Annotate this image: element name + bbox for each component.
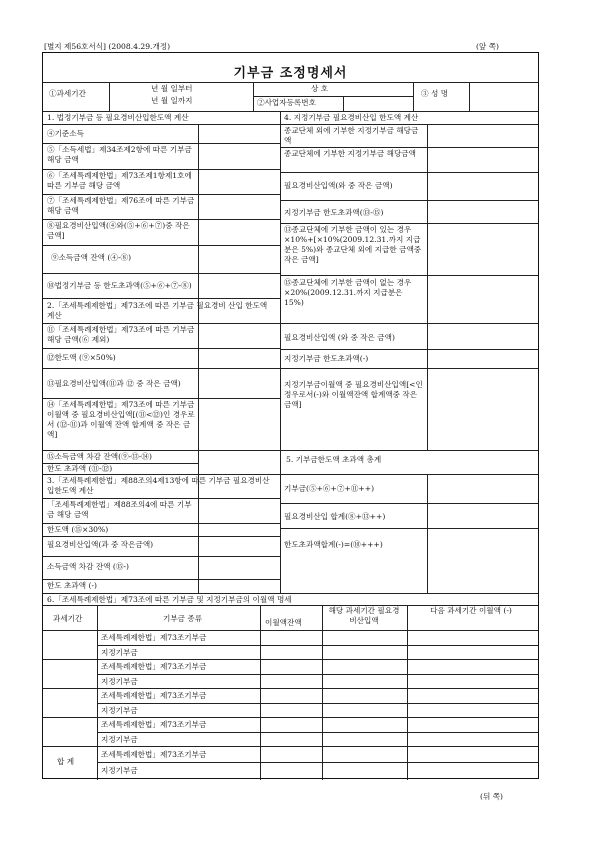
period-to: 년 월 일까지 [151, 96, 193, 105]
sec6-h-carry: 이월액잔액 [265, 618, 302, 627]
sec4-rc: 필요경비산입액(와 중 작은 금액) [284, 181, 393, 190]
sec6-row2-b: 지정기부금 [101, 677, 138, 686]
sec6-h-deduct: 해당 과세기간 필요경비산입액 [328, 606, 400, 625]
sec6-h-type: 기부금 종류 [163, 614, 203, 623]
sec6-h-next: 다음 과세기간 이월액 (-) [430, 606, 512, 615]
donation-adjustment-form [42, 52, 539, 779]
sec1-r7: ⑦「조세특례제한법」제76조에 따른 기부금 해당 금액 [47, 196, 195, 215]
sec1-title: 1. 법정기부금 등 필요경비산입한도액 계산 [47, 113, 189, 122]
sec5-rc: 한도초과액합계(-)=(⑩+++) [284, 540, 383, 549]
period-from: 년 월 일부터 [151, 84, 193, 93]
sec3-re: 한도 초과액 (-) [47, 581, 97, 590]
sec1-r8: ⑧필요경비산입액(④와(⑤+⑥+⑦)중 작은 금액] [47, 221, 190, 240]
sec2-title: 2.「조세특례제한법」제73조에 따른 기부금 필요경비 산입 한도액 계산 [47, 301, 268, 320]
page-title: 기부금 조정명세서 [233, 66, 348, 81]
sec1-r6: ⑥「조세특례제한법」제73조제1항제1호에 따른 기부금 해당 금액 [47, 171, 192, 190]
sec6-total-a: 조세특례제한법」제73조기부금 [101, 750, 207, 759]
sec2-r15b: 한도 초과액 (⑪-⑫) [47, 464, 113, 473]
sec2-r12: ⑫한도액 (⑨×50%) [47, 353, 116, 362]
sec2-r14: ⑭「조세특례제한법」제73조에 따른 기부금 이월액 중 필요경비산입액[(⑪<⑫)인 경우로서 (⑫-⑪)과 이월액 잔액 합계액 중 작은 금액] [47, 400, 195, 439]
sec3-rb: 한도액 (⑮×30%) [47, 525, 109, 534]
sec2-r15: ⑮소득금액 차감 잔액(⑨-⑬-⑭) [47, 452, 152, 461]
sec5-ra: 기부금(⑤+⑥+⑦+⑪++) [284, 484, 375, 493]
sec4-re: ⑬종교단체에 기부한 금액이 있는 경우 ×10%+[×10%(2009.12.31.까지 지급분은 5%)와 종교단체 외에 지급한 금액중 작은 금액] [284, 225, 422, 264]
sec1-r4: ④기준소득 [47, 129, 84, 138]
sec4-rh: 지정기부금 한도초과액(-) [284, 354, 369, 363]
sec6-title: 6.「조세특례제한법」제73조에 따른 기부금 및 지정기부금의 이월액 명세 [47, 595, 292, 604]
name-label: ③ 성 명 [421, 89, 449, 98]
sec3-ra: 「조세특례제한법」제88조의4에 따른 기부금 해당 금액 [47, 500, 192, 519]
sec6-row1-b: 지정기부금 [101, 648, 138, 657]
sec4-ra: 종교단체 외에 기부한 지정기부금 해당금액 [284, 126, 419, 145]
sec6-row1-a: 조세특례제한법」제73조기부금 [101, 633, 207, 642]
sec4-title: 4. 지정기부금 필요경비산입 한도액 계산 [284, 113, 419, 122]
sec4-rf: ⑮종교단체에 기부한 금액이 없는 경우 ×20%(2009.12.31.까지 지급분은 15%) [284, 278, 412, 307]
sec1-r5: ⑤「소득세법」제34조제2항에 따른 기부금 해당 금액 [47, 145, 192, 164]
sec6-h-period: 과세기간 [53, 614, 83, 623]
form-number: [별지 제56호서식] (2008.4.29.개정) [44, 42, 171, 51]
sec3-title: 3.「조세특례제한법」제88조의4제13항에 따른 기부금 필요경비산입한도액 계산 [47, 476, 270, 495]
footer-side-label: (뒤 쪽) [480, 792, 504, 801]
sec2-r11: ⑪「조세특례제한법」제73조에 따른 기부금 해당 금액(⑥ 제외) [47, 325, 195, 344]
sec1-r9: ⑨소득금액 잔액 (④-⑧) [51, 253, 132, 262]
sec5-rb: 필요경비산입 합계(⑧+⑬++) [284, 512, 386, 521]
sec5-title: 5. 기부금한도액 초과액 총계 [286, 455, 382, 464]
bizno-label: ②사업자등록번호 [257, 98, 316, 107]
page-side-label: (앞 쪽) [476, 42, 500, 51]
sec3-rd: 소득금액 차감 잔액 (⑮-) [47, 562, 130, 571]
sec6-row4-b: 지정기부금 [101, 735, 138, 744]
sec6-row3-b: 지정기부금 [101, 706, 138, 715]
company-label: 상 호 [311, 84, 329, 93]
sec6-row2-a: 조세특례제한법」제73조기부금 [101, 662, 207, 671]
sec4-rb: 종교단체에 기부한 지정기부금 해당금액 [284, 149, 416, 158]
sec4-ri: 지정기부금이월액 중 필요경비산입액[<인정우로서(-)와 이월액잔액 합계액중 작은금액] [284, 380, 423, 409]
sec1-r10: ⑩법정기부금 등 한도초과액(⑤+⑥+⑦-⑧) [47, 281, 192, 290]
sec4-rd: 지정기부금 한도초과액(⑬-⑮) [284, 208, 384, 217]
sec6-row3-a: 조세특례제한법」제73조기부금 [101, 691, 207, 700]
sec6-total-label: 합 계 [57, 757, 75, 766]
sec6-row4-a: 조세특례제한법」제73조기부금 [101, 720, 207, 729]
sec3-rc: 필요경비산입액(과 중 작은금액) [47, 540, 154, 549]
sec6-total-b: 지정기부금 [101, 766, 138, 775]
period-label: ①과세기간 [49, 89, 86, 98]
sec2-r13: ⑬필요경비산입액(⑪과 ⑫ 중 작은 금액) [47, 379, 181, 388]
sec4-rg: 필요경비산입액 (와 중 작은 금액) [284, 333, 395, 342]
